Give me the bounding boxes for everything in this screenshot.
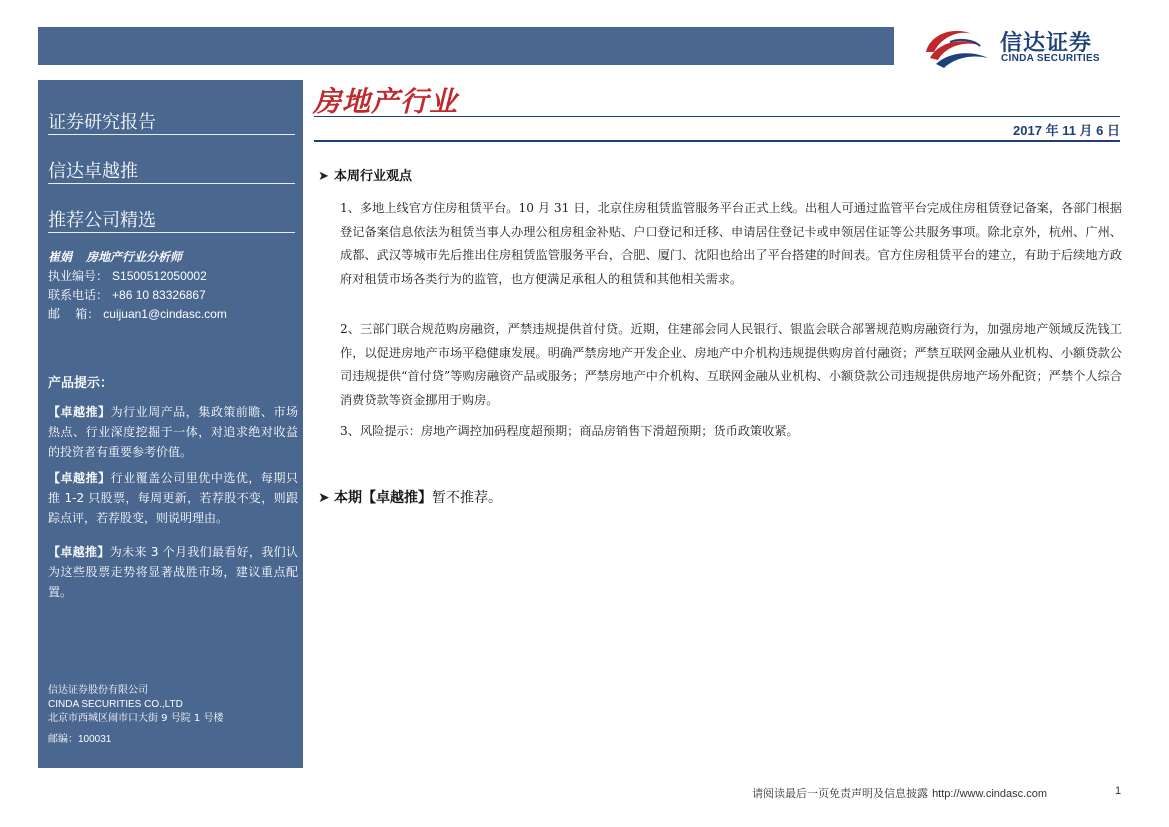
divider: [48, 183, 295, 184]
report-date: 2017 年 11 月 6 日: [1013, 123, 1120, 138]
phone-label: 联系电话：: [48, 288, 109, 302]
email-label: 邮 箱：: [48, 307, 100, 321]
analyst-role: 房地产行业分析师: [86, 250, 183, 264]
company-name-en: CINDA SECURITIES CO.,LTD: [48, 699, 183, 710]
product-note-text: 为行业周产品，集政策前瞻、市场热点、行业深度挖掘于一体，对追求绝对收益的投资者有重要参考价值。: [48, 405, 298, 459]
company-address: 北京市西城区闹市口大街 9 号院 1 号楼: [48, 713, 224, 724]
section-heading-recommendation: [318, 487, 502, 507]
product-notes-header: 产品提示：: [48, 376, 114, 391]
license-label: 执业编号：: [48, 269, 109, 283]
header-banner: [38, 27, 894, 65]
section-heading-weekly-view: [318, 165, 412, 184]
section-title: 本周行业观点: [334, 169, 413, 184]
paragraph: 1、多地上线官方住房租赁平台。10 月 31 日，北京住房租赁监管服务平台正式上线。出租人可通过监管平台完成住房租赁登记备案，各部门根据登记备案信息依法为租赁当事人办理公租房租金补贴、户口登记和迁移、申请居住登记卡或申领居住证等公共服务事项。除北京外，杭州、广州、成都、武汉等城市先后推出住房租赁监管服务平台，合肥、厦门、沈阳也给出了平台搭建的时间表。官方住房租赁平台的建立，有助于后续地方政府对租赁市场各类行为的监管，也方便满足承租人的租赁和其他相关需求。: [340, 201, 1122, 286]
product-note-tag: 【卓越推】: [48, 405, 111, 419]
analyst-info: [48, 248, 227, 324]
disclaimer-text: 请阅读最后一页免责声明及信息披露: [752, 787, 929, 800]
product-note-text: 为未来 3 个月我们最看好，我们认为这些股票走势将显著战胜市场，建议重点配置。: [48, 545, 298, 599]
sidebar-title-report-type: 证券研究报告: [48, 112, 156, 133]
logo-text-cn: 信达证券: [1000, 31, 1093, 56]
cinda-logo-icon: [920, 22, 992, 70]
recommendation-text: 暂不推荐。: [432, 490, 502, 506]
divider: [314, 140, 1120, 142]
divider: [48, 232, 295, 233]
zip-code: 100031: [78, 734, 112, 745]
website-link[interactable]: http://www.cindasc.com: [932, 788, 1047, 800]
divider: [48, 134, 295, 135]
sidebar-title-picks: 推荐公司精选: [48, 210, 156, 231]
product-note: [48, 402, 298, 462]
sidebar-title-product: 信达卓越推: [48, 161, 138, 182]
phone-number: +86 10 83326867: [112, 288, 206, 302]
paragraph: 2、三部门联合规范购房融资，严禁违规提供首付贷。近期，住建部会同人民银行、银监会联合部署规范购房融资行为，加强房地产领域反洗钱工作，以促进房地产市场平稳健康发展。明确严禁房地产开发企业、房地产中介机构违规提供购房首付融资；严禁互联网金融从业机构、小额贷款公司违规提供“首付贷”等购房融资产品或服务；严禁房地产中介机构、互联网金融从业机构、小额贷款公司违规提供房地产场外配资；严禁个人综合消费贷款等资金挪用于购房。: [340, 322, 1122, 407]
paragraph: 3、风险提示：房地产调控加码程度超预期；商品房销售下滑超预期；货币政策收紧。: [340, 424, 799, 438]
page-number: 1: [1115, 785, 1122, 797]
product-note: [48, 542, 298, 602]
analyst-name: 崔娟: [48, 250, 73, 264]
product-note: [48, 468, 298, 528]
company-info: [48, 684, 223, 747]
product-note-tag: 【卓越推】: [48, 471, 111, 485]
company-logo: [920, 22, 1130, 72]
email-link[interactable]: cuijuan1@cindasc.com: [103, 307, 227, 321]
arrow-bullet-icon: ➤: [318, 169, 329, 184]
product-note-tag: 【卓越推】: [48, 545, 110, 559]
sidebar: [38, 80, 303, 768]
license-number: S1500512050002: [112, 269, 207, 283]
company-name-cn: 信达证券股份有限公司: [48, 685, 148, 696]
product-note-text: 行业覆盖公司里优中选优，每期只推 1-2 只股票，每周更新，若荐股不变，则跟踪点评，若荐股变，则说明理由。: [48, 471, 298, 525]
divider: [314, 116, 1120, 117]
arrow-bullet-icon: ➤: [318, 490, 330, 506]
logo-text-en: CINDA SECURITIES: [1001, 53, 1100, 64]
section-title: 本期【卓越推】: [334, 490, 432, 506]
sector-title: 房地产行业: [313, 85, 459, 118]
footer-disclaimer: [752, 785, 1047, 801]
zip-label: 邮编：: [48, 734, 78, 745]
